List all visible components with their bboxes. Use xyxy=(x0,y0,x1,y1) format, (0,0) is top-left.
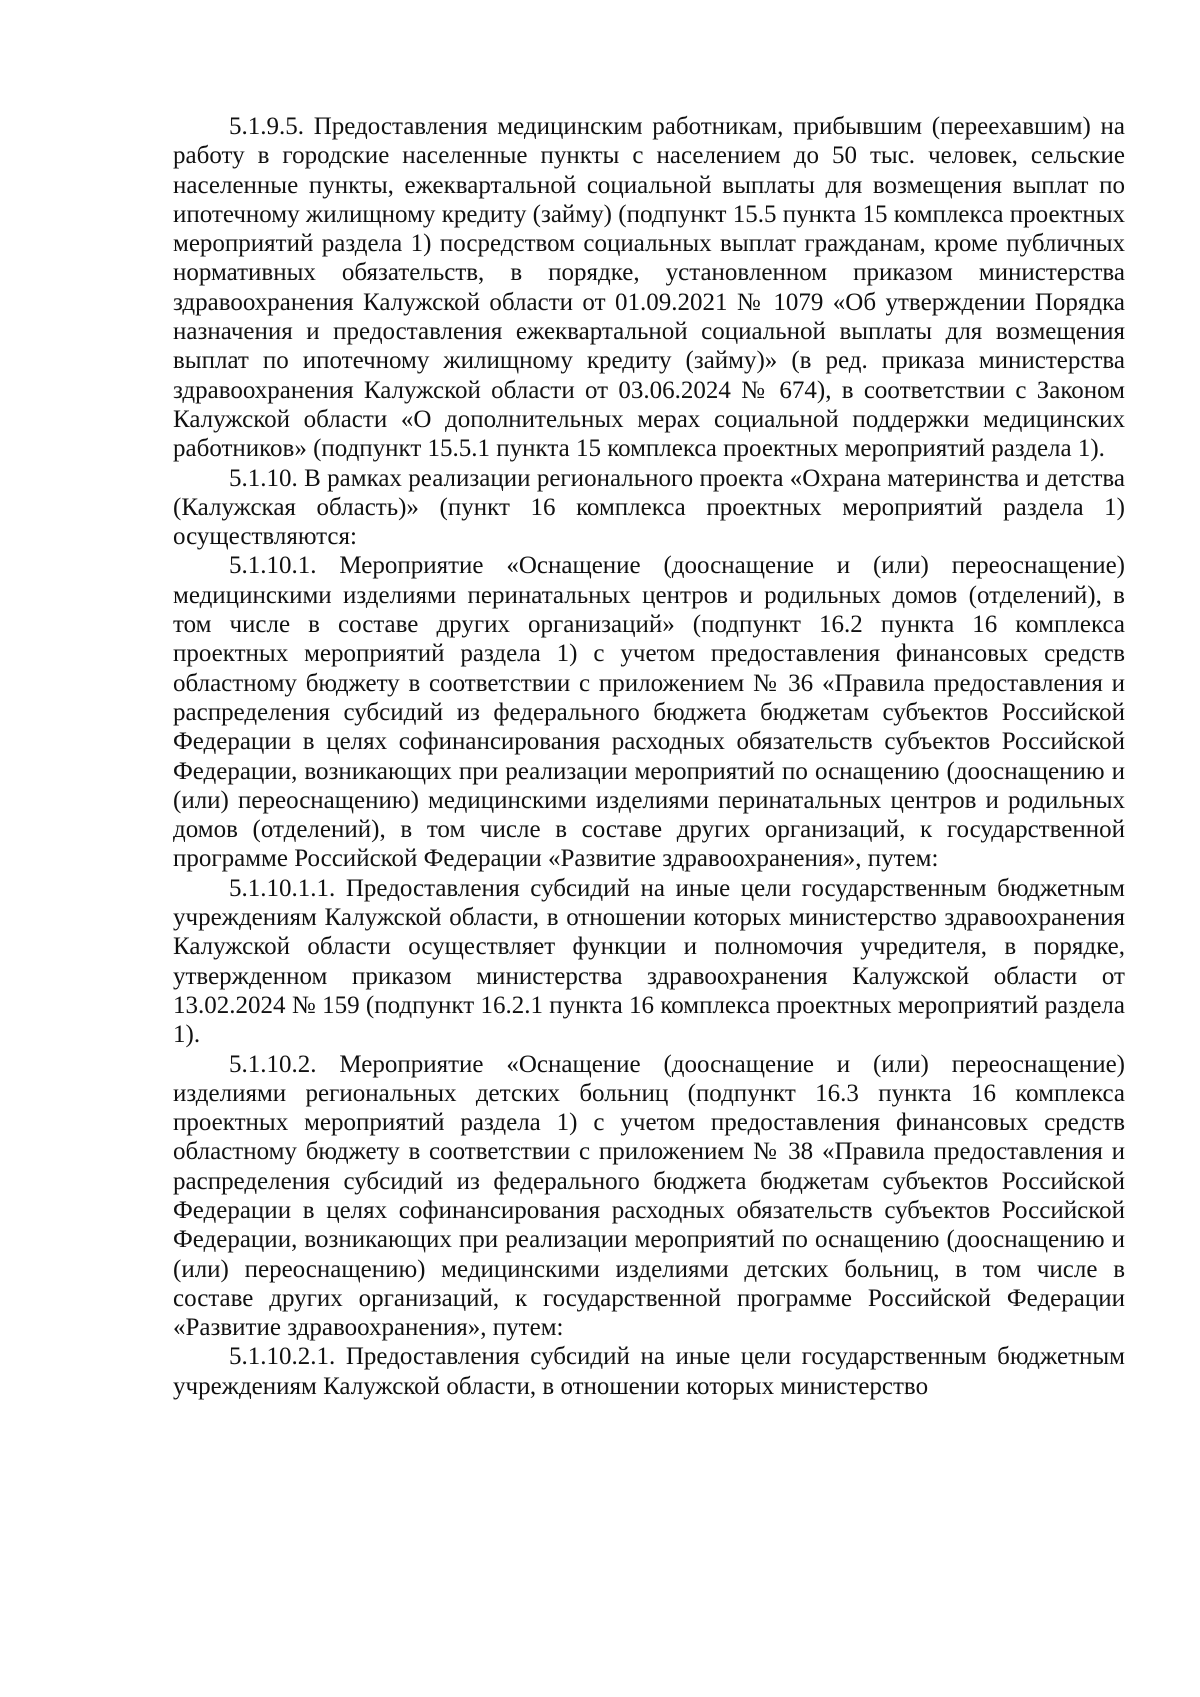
paragraph-5-1-10-2-1: 5.1.10.2.1. Предоставления субсидий на иные цели государственным бюджетным учреждениям Калужской области, в отношении которых министерство xyxy=(173,1343,1125,1400)
paragraph-5-1-10: 5.1.10. В рамках реализации регионального проекта «Охрана материнства и детства (Калужская область)» (пункт 16 комплекса проектных мероприятий раздела 1) осуществляются: xyxy=(173,464,1125,551)
document-body xyxy=(173,112,1125,1401)
paragraph-5-1-10-2: 5.1.10.2. Мероприятие «Оснащение (дооснащение и (или) переоснащение) изделиями региональных детских больниц (подпункт 16.3 пункта 16 комплекса проектных мероприятий раздела 1) с учетом предоставления финансовых средств областному бюджету в соответствии с приложением № 38 «Правила предоставления и распределения субсидий из федерального бюджета бюджетам субъектов Российской Федерации в целях софинансирования расходных обязательств субъектов Российской Федерации, возникающих при реализации мероприятий по оснащению (дооснащению и (или) переоснащению) медицинскими изделиями детских больниц, в том числе в составе других организаций, к государственной программе Российской Федерации «Развитие здравоохранения», путем: xyxy=(173,1050,1125,1342)
paragraph-5-1-9-5: 5.1.9.5. Предоставления медицинским работникам, прибывшим (переехавшим) на работу в городские населенные пункты с населением до 50 тыс. человек, сельские населенные пункты, ежеквартальной социальной выплаты для возмещения выплат по ипотечному жилищному кредиту (займу) (подпункт 15.5 пункта 15 комплекса проектных мероприятий раздела 1) посредством социальных выплат гражданам, кроме публичных нормативных обязательств, в порядке, установленном приказом министерства здравоохранения Калужской области от 01.09.2021 № 1079 «Об утверждении Порядка назначения и предоставления ежеквартальной социальной выплаты для возмещения выплат по ипотечному жилищному кредиту (займу)» (в ред. приказа министерства здравоохранения Калужской области от 03.06.2024 № 674), в соответствии с Законом Калужской области «О дополнительных мерах социальной поддержки медицинских работников» (подпункт 15.5.1 пункта 15 комплекса проектных мероприятий раздела 1). xyxy=(173,113,1125,463)
paragraph-5-1-10-1: 5.1.10.1. Мероприятие «Оснащение (дооснащение и (или) переоснащение) медицинскими изделиями перинатальных центров и родильных домов (отделений), в том числе в составе других организаций» (подпункт 16.2 пункта 16 комплекса проектных мероприятий раздела 1) с учетом предоставления финансовых средств областному бюджету в соответствии с приложением № 36 «Правила предоставления и распределения субсидий из федерального бюджета бюджетам субъектов Российской Федерации в целях софинансирования расходных обязательств субъектов Российской Федерации, возникающих при реализации мероприятий по оснащению (дооснащению и (или) переоснащению) медицинскими изделиями перинатальных центров и родильных домов (отделений), в том числе в составе других организаций, к государственной программе Российской Федерации «Развитие здравоохранения», путем: xyxy=(173,552,1125,873)
paragraph-5-1-10-1-1: 5.1.10.1.1. Предоставления субсидий на иные цели государственным бюджетным учреждениям Калужской области, в отношении которых министерство здравоохранения Калужской области осуществляет функции и полномочия учредителя, в порядке, утвержденном приказом министерства здравоохранения Калужской области от 13.02.2024 № 159 (подпункт 16.2.1 пункта 16 комплекса проектных мероприятий раздела 1). xyxy=(173,874,1125,1049)
